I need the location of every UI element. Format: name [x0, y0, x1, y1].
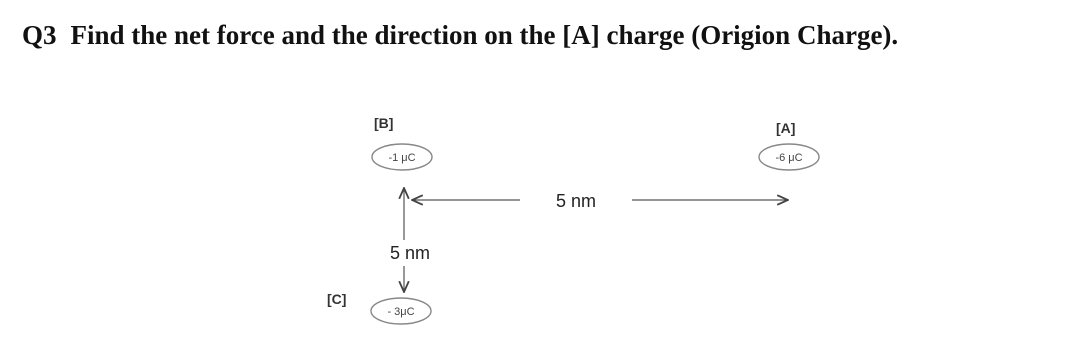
question-number: Q3	[22, 20, 57, 50]
charge-c	[371, 298, 431, 324]
charge-c-value: - 3μC	[387, 306, 415, 318]
charge-b-label: [B]	[374, 115, 394, 131]
charge-a-value: -6 μC	[775, 152, 803, 164]
question-body: Find the net force and the direction on the [A] charge (Origion Charge).	[70, 20, 899, 50]
charge-a	[759, 144, 819, 170]
charge-c-label: [C]	[327, 291, 347, 307]
charge-b-value: -1 μC	[388, 152, 416, 164]
distance-bc-label: 5 nm	[389, 243, 431, 263]
distance-ab-label: 5 nm	[555, 191, 597, 211]
charge-b	[372, 144, 432, 170]
charge-a-label: [A]	[776, 120, 796, 136]
